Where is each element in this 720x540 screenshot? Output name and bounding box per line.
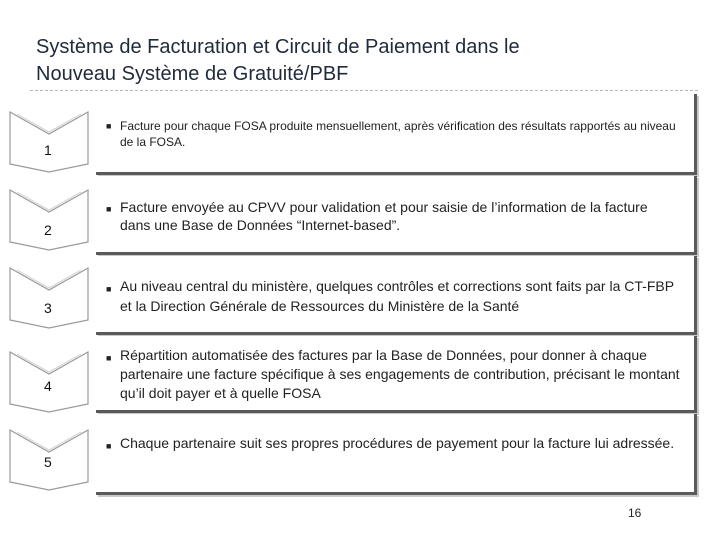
step-number-2: 2 bbox=[44, 222, 52, 238]
step-number-5: 5 bbox=[44, 454, 52, 470]
bullet-icon: ■ bbox=[106, 353, 112, 363]
step-chevron-4 bbox=[9, 334, 89, 414]
step-chevron-3 bbox=[9, 250, 89, 330]
page-number: 16 bbox=[628, 506, 642, 520]
bullet-icon: ■ bbox=[106, 441, 112, 451]
step-box-2 bbox=[96, 176, 697, 255]
step-text-2: Facture envoyée au CPVV pour validation et pour saisie de l’information de la facture dans une Base de Données “Internet-based”. bbox=[120, 199, 648, 233]
bullet-icon: ■ bbox=[106, 121, 112, 131]
step-text-4: Répartition automatisée des factures par la Base de Données, pour donner à chaque partenaire une facture spécifique à ses engagements de contribution, précisant le montant qu’il doit payer et à quelle FOSA bbox=[120, 347, 680, 401]
step-number-1: 1 bbox=[44, 142, 52, 158]
step-text-3: Au niveau central du ministère, quelques contrôles et corrections sont faits par la CT-FBP et la Direction Générale de Ressources du Ministère de la Santé bbox=[120, 278, 674, 314]
step-number-3: 3 bbox=[44, 300, 52, 316]
step-number-4: 4 bbox=[44, 378, 52, 394]
step-chevron-2 bbox=[9, 172, 89, 252]
step-box-3 bbox=[96, 256, 697, 335]
bullet-icon: ■ bbox=[106, 284, 112, 294]
step-text-5: Chaque partenaire suit ses propres procédures de payement pour la facture lui adressée. bbox=[120, 435, 675, 451]
step-chevron-1 bbox=[9, 94, 89, 174]
step-box-1 bbox=[96, 94, 697, 175]
title-divider bbox=[30, 90, 698, 91]
title-line-1: Système de Facturation et Circuit de Paiement dans le bbox=[36, 36, 520, 58]
slide-title bbox=[36, 34, 696, 88]
step-chevron-5 bbox=[9, 412, 89, 492]
step-box-4 bbox=[96, 336, 697, 413]
step-box-5 bbox=[96, 414, 697, 495]
bullet-icon: ■ bbox=[106, 204, 112, 214]
title-line-2: Nouveau Système de Gratuité/PBF bbox=[36, 63, 349, 85]
step-text-1: Facture pour chaque FOSA produite mensuellement, après vérification des résultats rapportés au niveau de la FOSA. bbox=[120, 119, 676, 149]
